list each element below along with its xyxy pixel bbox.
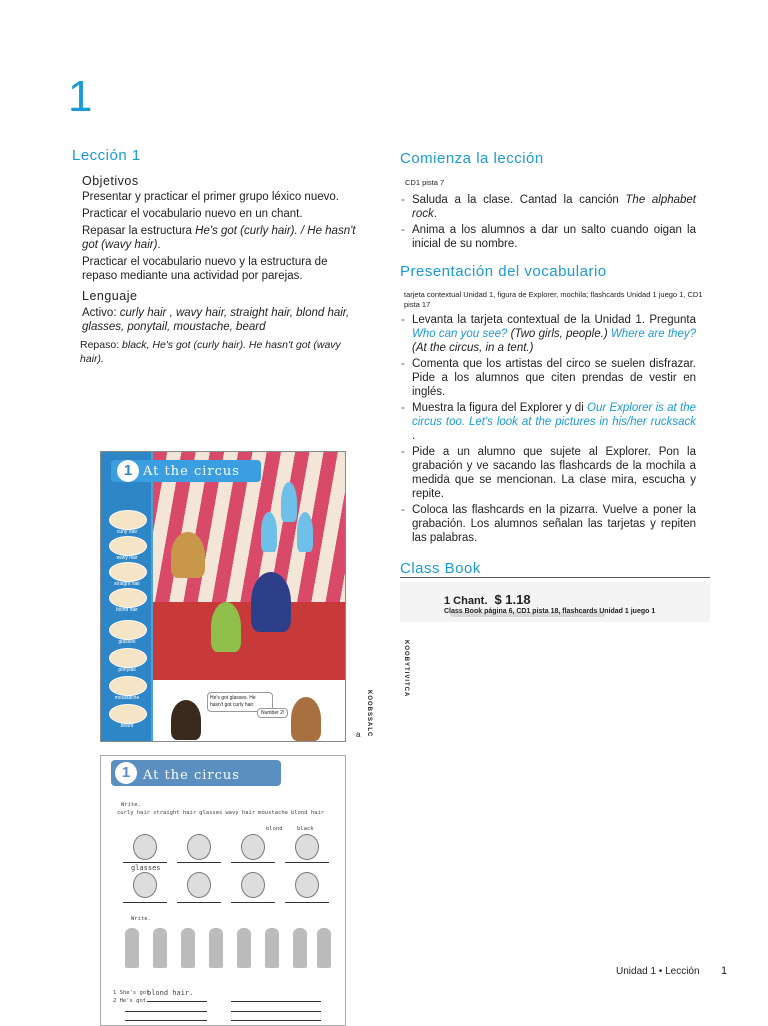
wavy-hair-picture [109,536,147,556]
label-ponytail: ponytail [118,667,136,673]
label-curly-hair: curly hair [116,529,138,535]
objective-1: Presentar y practicar el primer grupo léxico nuevo. [82,191,339,203]
answer-line [147,1001,207,1002]
face-picture [295,834,319,860]
word-bank-item: curly hair [117,810,151,816]
book-page-2 [100,755,346,1026]
footer-label: Unidad 1 • Lección [616,966,700,977]
face-picture [133,834,157,860]
girl-figure [171,700,201,740]
start-heading: Comienza la lección [400,150,544,167]
answer-line [285,862,329,863]
active-items: curly hair , wavy hair, straight hair, blond hair, glasses, ponytail, moustache, beard [82,307,350,333]
write-label-2: Write. [131,916,151,922]
straight-hair-picture [109,562,147,582]
start-ref: CD1 pista 7 [405,178,445,187]
classbook-item [444,592,531,607]
answer-line [231,1001,321,1002]
start-bullet-1-end: . [433,208,437,220]
word-bank-item: wavy hair [225,810,256,816]
objective-3-suffix: . [157,239,161,251]
page1-title: At the circus [143,464,240,479]
word-bank-item: moustache [258,810,288,816]
answer-line [231,862,275,863]
classbook-divider [400,577,710,578]
kid-figure [209,928,223,968]
speech-bubble-2: Number 2! [257,708,288,718]
sentence-2: 2 He's got [113,998,147,1004]
moustache-picture [109,676,147,696]
page2-title: At the circus [143,768,240,783]
vocab-b3-phrase: Our Explorer is at the circus too. Let's look at the pictures in his/her rucksack [412,402,696,428]
extra-word: blond [266,826,283,832]
answer-line [231,1011,321,1012]
active-label: Activo: [82,307,117,319]
vocab-b1-question2: Where are they? [610,328,696,340]
start-bullet-1 [400,193,696,221]
face-picture [241,872,265,898]
objective-3 [82,224,362,252]
label-blond-hair: blond hair [116,607,138,613]
start-bullet-2-text: Anima a los alumnos a dar un salto cuando oigan la inicial de su nombre. [412,224,696,250]
face-picture [187,872,211,898]
objective-3-prefix: Repasar la estructura [82,225,192,237]
answer-line [285,902,329,903]
kid-figure [181,928,195,968]
review-vocab [80,338,362,366]
objective-2: Practicar el vocabulario nuevo en un chant. [82,208,303,220]
answer-line [177,862,221,863]
label-glasses: glasses [118,639,136,645]
speech-bubble-1: He's got glasses. He hasn't got curly hair. [207,692,273,712]
vocab-b1-text: Levanta la tarjeta contextual de la Unidad 1. Pregunta [412,314,696,326]
answer-line [125,1020,207,1021]
curly-hair-picture [109,510,147,530]
classbook-heading: Class Book [400,560,481,577]
vocab-list [400,313,696,547]
beard-picture [109,704,147,724]
word-bank [117,810,324,816]
unit-number: 1 [68,72,93,121]
page1-badge: 1 [117,460,139,482]
answer-line [125,1011,207,1012]
vocab-bullet-2: - Comenta que los artistas del circo se suelen disfrazar. Pide a los alumnos que citen prendas de vestir en inglés. [400,357,696,399]
review-items: black, He's got (curly hair). He hasn't got (wavy hair). [80,339,341,365]
label-straight-hair: straight hair [113,581,141,587]
kid-figure [237,928,251,968]
acrobat-figure [281,482,297,522]
language-heading: Lenguaje [82,289,138,303]
answer-line [177,902,221,903]
word-bank-item: straight hair [153,810,197,816]
objective-3-structure: He's got (curly hair). / He hasn't got (wavy hair) [82,225,356,251]
kid-figure [293,928,307,968]
vocab-bullet-5: - Coloca las flashcards en la pizarra. Vuelve a poner la grabación. Los alumnos señalan las tarjetas y repiten las palabras. [400,503,696,545]
book-page-1 [100,451,346,742]
classbook-price: $ 1.18 [494,592,531,607]
lesson-title: Lección 1 [72,147,141,164]
glasses-picture [109,620,147,640]
vocab-b3-end: . [412,430,416,442]
kid-figure [317,928,331,968]
vocab-b3-text: Muestra la figura del Explorer y di [412,402,588,414]
start-bullet-2 [400,223,696,251]
strongman-figure [171,532,205,578]
acrobat-figure [261,512,277,552]
vertical-text-mid: KOOBSSALC [366,690,372,738]
kid-figure [153,928,167,968]
vocab-b1-answer2: (At the circus, in a tent.) [412,342,534,354]
start-bullet-1-text: Saluda a la clase. Cantad la canción [412,194,626,206]
face-picture [295,872,319,898]
label-moustache: moustache [114,695,140,701]
classbook-item-label: 1 Chant. [444,595,488,607]
answer-line [123,862,167,863]
vocab-bullet-1 [400,313,696,355]
sentence-1-answer: blond hair. [147,989,194,997]
extra-word: black [297,826,314,832]
start-bullet-1-song: The alphabet rock [412,194,696,220]
objectives-section [82,174,362,366]
footer-page-number: 1 [721,965,728,977]
objectives-heading: Objetivos [82,174,139,188]
active-vocab [82,306,362,334]
vertical-char: a [356,730,361,739]
vocab-bullet-3 [400,401,696,443]
vocab-b1-question1: Who can you see? [412,328,508,340]
label-beard: beard [120,723,134,729]
face-picture [241,834,265,860]
kid-figure [265,928,279,968]
blond-hair-picture [109,588,147,608]
ponytail-picture [109,648,147,668]
answer-line [123,902,167,903]
vocab-ref: tarjeta contextual Unidad 1, figura de Explorer, mochila; flashcards Unidad 1 juego 1, CD1 pista 17 [404,290,703,309]
classbook-ref: Class Book página 6, CD1 pista 18, flashcards Unidad 1 juego 1 [444,608,656,615]
page2-badge: 1 [115,762,137,784]
boy-figure [291,697,321,741]
vocab-heading: Presentación del vocabulario [400,263,607,280]
label-wavy-hair: wavy hair [116,555,138,561]
acrobat-figure [297,512,313,552]
kid-figure [125,928,139,968]
objective-4: Practicar el vocabulario nuevo y la estructura de repaso mediante una actividad por parejas. [82,256,328,282]
vocab-b1-answer1: (Two girls, people.) [507,328,611,340]
answer-line [231,1020,321,1021]
word-bank-item: blond hair [290,810,325,816]
start-list [400,193,696,253]
review-label: Repaso: [80,339,120,351]
ringmaster-figure [251,572,291,632]
clown-figure [211,602,241,652]
face-picture [187,834,211,860]
answer-line [231,902,275,903]
sample-answer: glasses [131,864,161,872]
write-label: Write. [121,802,141,808]
sentence-1: 1 She's got [113,990,150,996]
vertical-text-right: KOOBYTIVITCA [403,640,409,698]
word-bank-item: glasses [199,810,223,816]
vocab-bullet-4: - Pide a un alumno que sujete al Explorer. Pon la grabación y ve sacando las flashcards de la mochila a medida que se mencionan. La clase mira, escucha y repite. [400,445,696,501]
circus-floor [153,602,345,682]
face-picture [133,872,157,898]
